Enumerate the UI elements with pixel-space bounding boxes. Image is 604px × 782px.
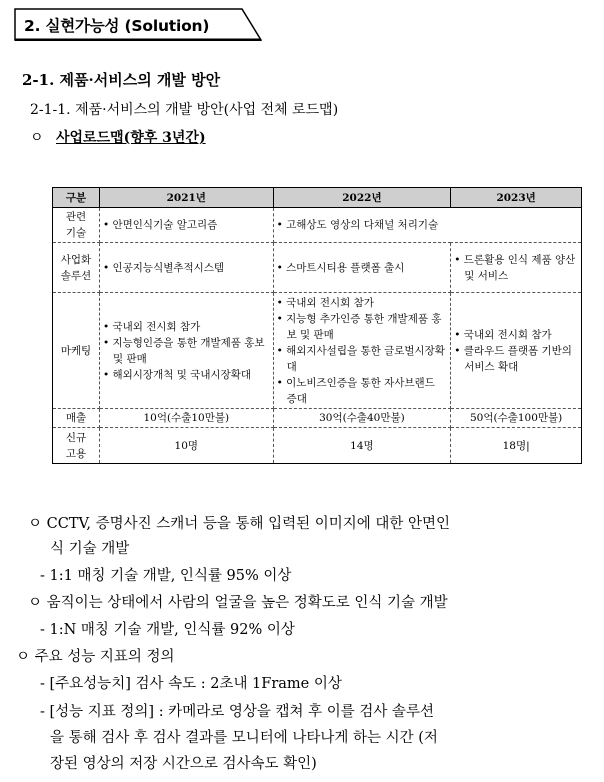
cell-line: • 이노비즈인증을 통한 자사브랜드 증대 bbox=[276, 376, 435, 405]
row-label: 관련 기술 bbox=[53, 208, 100, 243]
bullet-face-recognition: ㅇ CCTV, 증명사진 스캐너 등을 통해 입력된 이미지에 대한 안면인 bbox=[28, 516, 451, 532]
bullet-face-recognition-cont: 식 기술 개발 bbox=[50, 541, 130, 557]
sub-bullet-definition: - [성능 지표 정의] : 카메라로 영상을 캡쳐 후 이를 검사 솔루션 bbox=[40, 704, 434, 720]
cell-line: • 인공지능식별추적시스템 bbox=[102, 261, 225, 274]
row-label: 사업화 솔루션 bbox=[53, 243, 100, 293]
table-row bbox=[53, 293, 582, 409]
roadmap-title: 사업로드맵(향후 3년간) bbox=[56, 130, 206, 146]
cell-line: • 안면인식기술 알고리즘 bbox=[102, 219, 218, 231]
table-row bbox=[53, 409, 582, 428]
cell-2021 bbox=[99, 208, 273, 243]
header-2021: 2021년 bbox=[99, 188, 273, 208]
row-label: 마케팅 bbox=[53, 293, 100, 409]
bullet-moving-recognition: ㅇ 움직이는 상태에서 사람의 얼굴을 높은 정확도로 인식 기술 개발 bbox=[28, 595, 448, 611]
table-row bbox=[53, 208, 582, 243]
cell-2022 bbox=[273, 243, 451, 293]
bullet-performance-metrics: ㅇ 주요 성능 지표의 정의 bbox=[16, 649, 175, 665]
table-header-row bbox=[53, 188, 582, 208]
sub-bullet-definition-cont2: 장된 영상의 저장 시간으로 검사속도 확인) bbox=[50, 756, 317, 772]
cell-2021: 10명 bbox=[99, 428, 273, 464]
cell-line: • 국내외 전시회 참가 bbox=[102, 320, 201, 333]
heading-2-1-1: 2-1-1. 제품·서비스의 개발 방안(사업 전체 로드맵) bbox=[30, 102, 339, 118]
table-row bbox=[53, 428, 582, 464]
roadmap-table bbox=[52, 187, 582, 464]
header-category: 구분 bbox=[53, 188, 100, 208]
heading-2-1: 2-1. 제품·서비스의 개발 방안 bbox=[22, 71, 221, 89]
cell-2022: 14명 bbox=[273, 428, 451, 464]
cell-line: • 클라우드 플랫폼 기반의 서비스 확대 bbox=[454, 344, 572, 373]
sub-bullet-speed: - [주요성능치] 검사 속도 : 2초내 1Frame 이상 bbox=[40, 676, 342, 692]
cell-2023: 50억(수출100만불) bbox=[451, 409, 582, 428]
sub-bullet-1to1: - 1:1 매칭 기술 개발, 인식률 95% 이상 bbox=[40, 568, 292, 584]
header-2022: 2022년 bbox=[273, 188, 451, 208]
cell-line: • 지능형 추가인증 통한 개발제품 홍보 및 판매 bbox=[276, 312, 442, 341]
cell-2023 bbox=[451, 243, 582, 293]
cell-line: • 고해상도 영상의 다채널 처리기술 bbox=[276, 219, 439, 231]
bullet-circle: ㅇ bbox=[30, 130, 44, 146]
cell-2023: 18명| bbox=[451, 428, 582, 464]
cell-2021: 10억(수출10만불) bbox=[99, 409, 273, 428]
cell-line: • 해외지사설립을 통한 글로벌시장확대 bbox=[276, 344, 445, 373]
cell-line: • 국내외 전시회 참가 bbox=[276, 296, 374, 309]
cell-2022 bbox=[273, 208, 581, 243]
row-label: 신규 고용 bbox=[53, 428, 100, 464]
cell-line: • 드론활용 인식 제품 양산 및 서비스 bbox=[454, 253, 576, 282]
table-row bbox=[53, 243, 582, 293]
cell-line: • 스마트시티용 플랫폼 출시 bbox=[276, 261, 405, 274]
cell-2021 bbox=[99, 293, 273, 409]
cell-line: • 해외시장개척 및 국내시장확대 bbox=[102, 368, 252, 381]
heading-roadmap bbox=[30, 127, 206, 147]
cell-2021 bbox=[99, 243, 273, 293]
cell-2022: 30억(수출40만불) bbox=[273, 409, 451, 428]
header-2023: 2023년 bbox=[451, 188, 582, 208]
cell-2022 bbox=[273, 293, 451, 409]
cell-2023 bbox=[451, 293, 582, 409]
row-label: 매출 bbox=[53, 409, 100, 428]
section-title-tab bbox=[14, 8, 262, 41]
cell-line: • 국내외 전시회 참가 bbox=[454, 328, 552, 341]
sub-bullet-1toN: - 1:N 매칭 기술 개발, 인식률 92% 이상 bbox=[40, 622, 295, 638]
sub-bullet-definition-cont: 을 통해 검사 후 검사 결과를 모니터에 나타나게 하는 시간 (저 bbox=[50, 730, 438, 746]
cell-line: • 지능형인증을 통한 개발제품 홍보 및 판매 bbox=[102, 336, 265, 365]
section-title: 2. 실현가능성 (Solution) bbox=[24, 17, 210, 35]
